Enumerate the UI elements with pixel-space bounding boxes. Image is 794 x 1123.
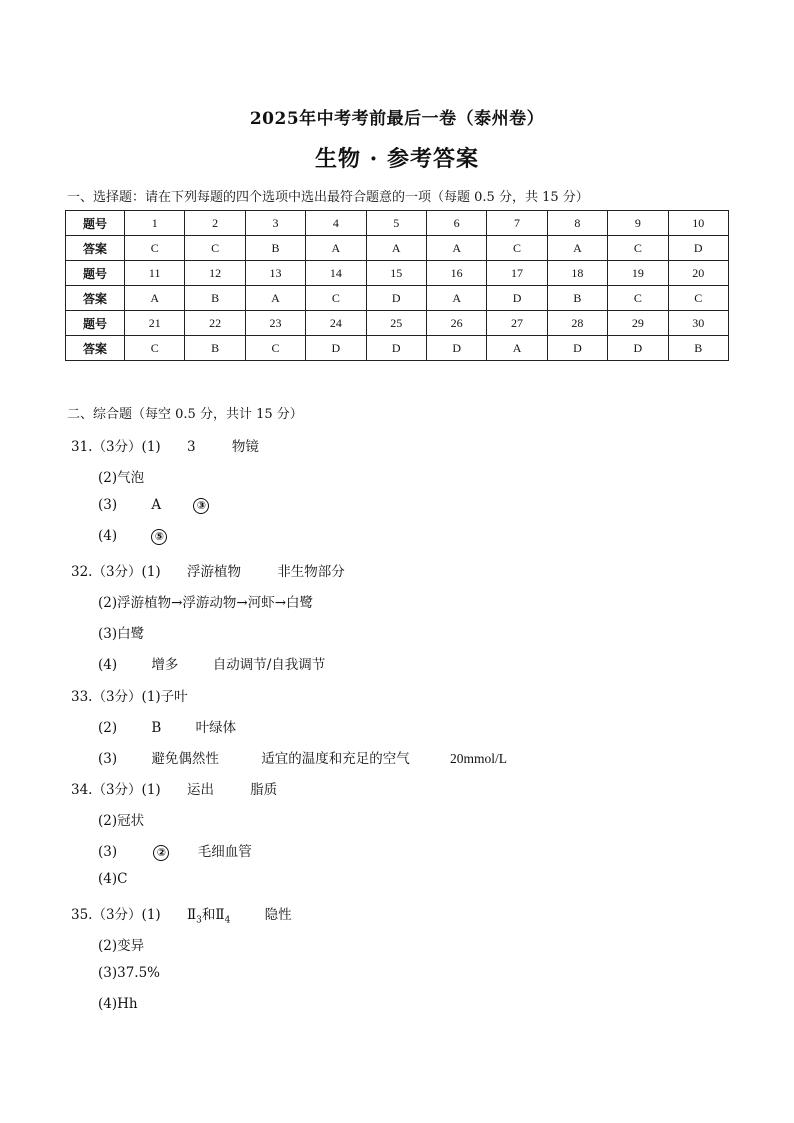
question-number-cell: 19: [608, 261, 668, 286]
q31-head: 31.（3分）(1): [71, 439, 161, 455]
answer-cell: B: [547, 286, 607, 311]
answer-cell: C: [125, 336, 185, 361]
q34-p3-label: (3): [98, 844, 118, 860]
q31-line4: [98, 528, 167, 545]
q34-line1: [71, 778, 277, 798]
q34-answer-b: 脂质: [250, 782, 278, 798]
question-number-cell: 3: [245, 211, 305, 236]
page-title: 2025年中考考前最后一卷（泰州卷）: [249, 109, 545, 129]
q31-p3-a: A: [151, 497, 162, 513]
question-number-cell: 28: [547, 311, 607, 336]
question-number-cell: 11: [125, 261, 185, 286]
table-row-numbers: [66, 311, 729, 336]
question-number-cell: 4: [306, 211, 366, 236]
q34-line4: (4)C: [98, 871, 128, 887]
q33-p2-label: (2): [98, 720, 118, 736]
q35-line3: (3)37.5%: [98, 965, 161, 981]
q32-p4-a: 增多: [151, 657, 179, 673]
answer-cell: D: [608, 336, 668, 361]
q32-head: 32.（3分）(1): [71, 564, 161, 580]
table-row-numbers: [66, 211, 729, 236]
q34-line2: (2)冠状: [98, 813, 145, 829]
q31-answer-a: 3: [186, 439, 196, 455]
table-row-answers: [66, 336, 729, 361]
q35-line4: (4)Hh: [98, 996, 138, 1012]
question-number-cell: 14: [306, 261, 366, 286]
answer-cell: D: [306, 336, 366, 361]
question-number-cell: 24: [306, 311, 366, 336]
question-number-cell: 16: [426, 261, 486, 286]
circled-2-icon: ②: [153, 845, 169, 861]
answer-cell: C: [245, 336, 305, 361]
answer-cell: C: [125, 236, 185, 261]
q31-answer-b: 物镜: [231, 439, 259, 455]
answer-table: [65, 210, 729, 361]
q32-answer-a: 浮游植物: [186, 564, 241, 580]
q32-line3: (3)白鹭: [98, 626, 145, 642]
q31-p3-label: (3): [98, 497, 118, 513]
question-number-cell: 26: [426, 311, 486, 336]
answer-cell: B: [245, 236, 305, 261]
answer-cell: D: [487, 286, 547, 311]
question-number-cell: 13: [245, 261, 305, 286]
row-header-number: 题号: [66, 261, 125, 286]
question-number-cell: 25: [366, 311, 426, 336]
row-header-number: 题号: [66, 311, 125, 336]
answer-cell: A: [547, 236, 607, 261]
roman-two-2: Ⅱ: [215, 907, 225, 923]
question-number-cell: 12: [185, 261, 245, 286]
question-number-cell: 17: [487, 261, 547, 286]
table-row-answers: [66, 286, 729, 311]
question-number-cell: 10: [668, 211, 728, 236]
q33-p2-a: B: [151, 720, 162, 736]
q33-line2: [98, 716, 236, 736]
q32-answer-b: 非生物部分: [277, 564, 345, 580]
q34-answer-a: 运出: [186, 782, 214, 798]
row-header-answer: 答案: [66, 336, 125, 361]
answer-cell: C: [487, 236, 547, 261]
q33-p3-label: (3): [98, 751, 118, 767]
section-2-heading: 二、综合题（每空 0.5 分，共计 15 分）: [67, 407, 303, 422]
q35-line1: [71, 903, 292, 926]
question-number-cell: 29: [608, 311, 668, 336]
answer-cell: A: [245, 286, 305, 311]
question-number-cell: 18: [547, 261, 607, 286]
q35-answer-a: [187, 903, 230, 926]
q35-line2: (2)变异: [98, 938, 145, 954]
q32-line1: [71, 560, 345, 580]
q33-p2-b: 叶绿体: [195, 720, 237, 736]
table-row-answers: [66, 236, 729, 261]
q31-line1: [71, 435, 259, 455]
circled-3-icon: ③: [193, 498, 209, 514]
row-header-answer: 答案: [66, 236, 125, 261]
answer-cell: A: [366, 236, 426, 261]
section-1-heading: 一、选择题：请在下列每题的四个选项中选出最符合题意的一项（每题 0.5 分，共 15 分）: [67, 190, 589, 205]
roman-two-1: Ⅱ: [186, 907, 197, 923]
answer-cell: A: [306, 236, 366, 261]
question-number-cell: 7: [487, 211, 547, 236]
answer-cell: A: [426, 236, 486, 261]
answer-cell: C: [185, 236, 245, 261]
q33-p3-b: 适宜的温度和充足的空气: [261, 751, 410, 767]
answer-cell: A: [426, 286, 486, 311]
q34-p3-b: 毛细血管: [197, 844, 252, 860]
question-number-cell: 8: [547, 211, 607, 236]
table-row-numbers: [66, 261, 729, 286]
q34-head: 34.（3分）(1): [71, 782, 161, 798]
question-number-cell: 15: [366, 261, 426, 286]
q33-line1: [71, 685, 188, 705]
circled-5-icon: ⑤: [151, 529, 167, 545]
q32-line4: [98, 653, 325, 673]
answer-cell: B: [185, 336, 245, 361]
q31-line3: [98, 497, 209, 514]
sub-3: 3: [196, 915, 202, 926]
question-number-cell: 2: [185, 211, 245, 236]
question-number-cell: 23: [245, 311, 305, 336]
answer-cell: C: [608, 236, 668, 261]
answer-cell: B: [668, 336, 728, 361]
q33-line3: [98, 747, 507, 767]
and-text: 和: [201, 907, 216, 923]
q34-line3: [98, 840, 252, 861]
answer-cell: C: [608, 286, 668, 311]
answer-cell: D: [426, 336, 486, 361]
question-number-cell: 27: [487, 311, 547, 336]
question-number-cell: 5: [366, 211, 426, 236]
answer-cell: D: [366, 286, 426, 311]
q32-p4-b: 自动调节/自我调节: [212, 657, 326, 673]
page-subtitle: 生物 · 参考答案: [315, 146, 479, 172]
answer-cell: A: [125, 286, 185, 311]
q33-head: 33.（3分）(1)子叶: [71, 689, 188, 705]
question-number-cell: 30: [668, 311, 728, 336]
sub-4: 4: [224, 915, 231, 926]
q33-p3-a: 避免偶然性: [151, 751, 219, 767]
answer-cell: D: [547, 336, 607, 361]
q31-line2: (2)气泡: [98, 470, 145, 486]
answer-cell: C: [668, 286, 728, 311]
answer-cell: A: [487, 336, 547, 361]
q35-answer-b: 隐性: [264, 907, 292, 923]
q31-p4-label: (4): [98, 528, 118, 544]
answer-cell: D: [366, 336, 426, 361]
q33-p3-c: 20mmol/L: [450, 751, 508, 766]
answer-cell: B: [185, 286, 245, 311]
question-number-cell: 21: [125, 311, 185, 336]
q32-line2: (2)浮游植物→浮游动物→河虾→白鹭: [98, 595, 314, 611]
q35-head: 35.（3分）(1): [71, 907, 161, 923]
row-header-answer: 答案: [66, 286, 125, 311]
answer-cell: C: [306, 286, 366, 311]
question-number-cell: 20: [668, 261, 728, 286]
question-number-cell: 9: [608, 211, 668, 236]
question-number-cell: 1: [125, 211, 185, 236]
answer-cell: D: [668, 236, 728, 261]
q32-p4-label: (4): [98, 657, 118, 673]
row-header-number: 题号: [66, 211, 125, 236]
question-number-cell: 22: [185, 311, 245, 336]
question-number-cell: 6: [426, 211, 486, 236]
